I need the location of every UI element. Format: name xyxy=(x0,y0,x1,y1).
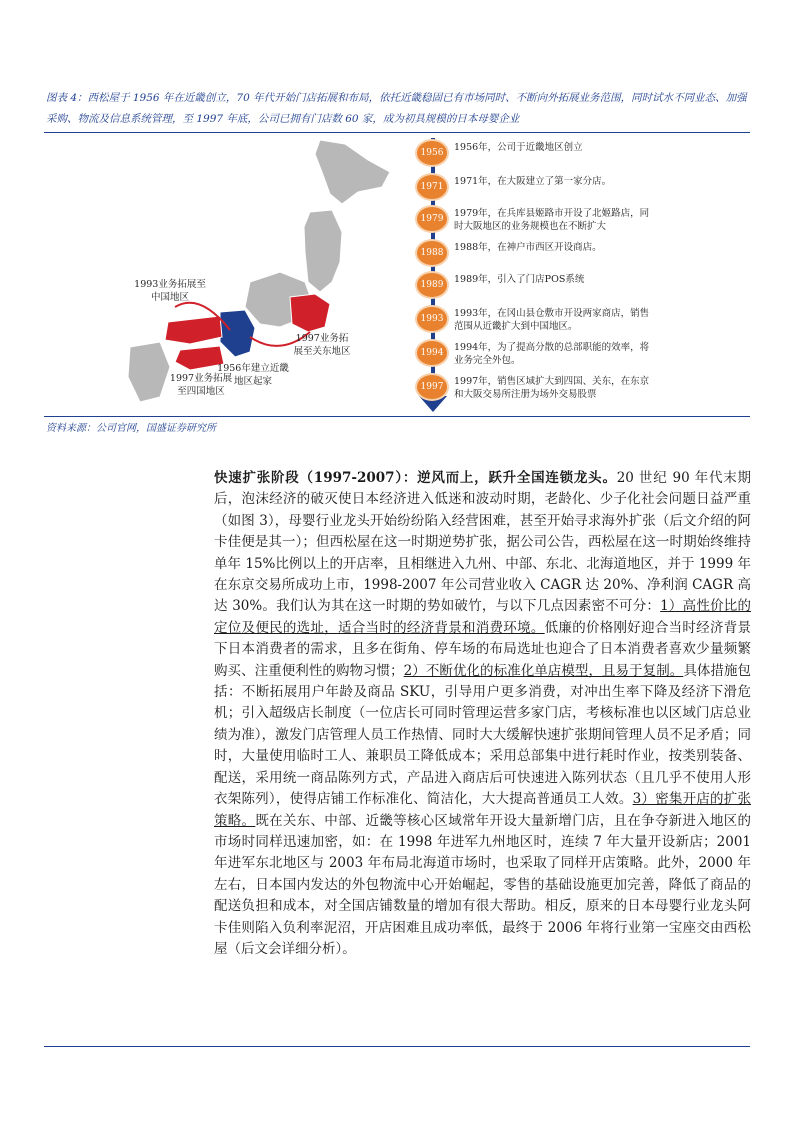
region-tohoku xyxy=(304,210,342,292)
map-label-1997-kanto: 1997业务拓展至关东地区 xyxy=(293,333,351,357)
timeline-item xyxy=(412,270,752,300)
figure-source: 资料来源：公司官网，国盛证券研究所 xyxy=(46,423,216,434)
body-text-1: 20 世纪 90 年代末期后，泡沫经济的破灭使日本经济进入低迷和波动时期，老龄化、少子化社会问题日益严重（如图 3），母婴行业龙头开始纷纷陷入经营困难，甚至开始寻求海外扩张（后文介绍的阿卡佳便是其一）；但西松屋在这一时期逆势扩张，据公司公告，西松屋在这一时期始终维持单年 15%比例以上的开店率，且相继进入九州、中部、东北、北海道地区，并于 1999 年在东京交易所成功上市，1998-2007 年公司营业收入 CAGR 达 20%、净利润 CAGR 高达 30%。我们认为其在这一时期的势如破竹，与以下几点因素密不可分： xyxy=(214,470,751,615)
timeline-year: 1956 xyxy=(417,141,447,165)
timeline-text: 1956年，公司于近畿地区创立 xyxy=(454,142,583,153)
body-text-4: 既在关东、中部、近畿等核心区域常年开设大量新增门店，且在争夺新进入地区的市场时同样迅速加密，如：在 1998 年进军九州地区时，连续 7 年大量开设新店；2001 年进军东北地区与 2003 年布局北海道市场时，也采取了同样开店策略。此外，2000 年左右，日本国内发达的外包物流中心开始崛起，零售的基础设施更加完善，降低了商品的配送负担和成本，对全国店铺数量的增加有很大帮助。相反，原来的日本母婴行业龙头阿卡佳则陷入负利率泥沼，开店困难且成功率低，最终于 2006 年将行业第一宝座交由西松屋（后文会详细分析）。 xyxy=(214,812,752,957)
timeline-item xyxy=(412,338,752,368)
timeline-text: 1979年，在兵库县姬路市开设了北姬路店，同时大阪地区的业务规模也在不断扩大 xyxy=(454,208,650,232)
timeline-text: 1988年，在神户市西区开设商店。 xyxy=(454,242,602,253)
timeline-text: 1997年，销售区域扩大到四国、关东，在东京和大阪交易所注册为场外交易股票 xyxy=(454,376,650,400)
timeline-item xyxy=(412,372,752,402)
timeline-year: 1993 xyxy=(417,307,447,331)
timeline-year: 1997 xyxy=(417,375,447,399)
timeline-year: 1979 xyxy=(417,207,447,231)
region-kanto xyxy=(290,294,330,332)
timeline-item xyxy=(412,304,752,334)
map-label-1997-shikoku: 1997业务拓展至四国地区 xyxy=(169,373,233,397)
timeline-text: 1993年，在冈山县仓敷市开设两家商店，销售范围从近畿扩大到中国地区。 xyxy=(454,308,650,332)
timeline-item xyxy=(412,138,752,168)
timeline-year: 1988 xyxy=(417,241,447,265)
timeline-text: 1971年，在大阪建立了第一家分店。 xyxy=(454,176,612,187)
timeline-item xyxy=(412,238,752,268)
body-point-3: 3）密集开店的扩张策略。 xyxy=(214,791,752,829)
body-point-1: 1）高性价比的定位及便民的选址，适合当时的经济背景和消费环境。 xyxy=(214,598,751,636)
timeline-item xyxy=(412,204,752,234)
region-kyushu xyxy=(128,342,170,402)
timeline-year: 1971 xyxy=(417,175,447,199)
timeline-year: 1989 xyxy=(417,273,447,297)
body-point-2: 2）不断优化的标准化单店模型，且易于复制。 xyxy=(403,662,684,679)
map-label-1993: 1993业务拓展至中国地区 xyxy=(134,279,206,303)
region-kinki xyxy=(220,310,255,357)
footer-rule xyxy=(44,1046,750,1047)
body-lead: 快速扩张阶段（1997-2007）：逆风而上，跃升全国连锁龙头。 xyxy=(214,470,617,486)
timeline-text: 1989年，引入了门店POS系统 xyxy=(454,274,585,285)
body-text-3: 具体措施包括：不断拓展用户年龄及商品 SKU，引导用户更多消费，对冲出生率下降及经济下滑危机；引入超级店长制度（一位店长可同时管理运营多家门店，考核标准也以区域门店总业绩为准），激发门店管理人员工作热情、同时大大缓解快速扩张期间管理人员不足矛盾；同时，大量使用临时工人、兼职员工降低成本；采用总部集中进行耗时作业，按类别装备、配送，采用统一商品陈列方式，产品进入商店后可快速进入陈列状态（且几乎不使用人形衣架陈列），使得店铺工作标准化、简洁化，大大提高普通员工人效。 xyxy=(214,662,752,808)
body-text-2: 低廉的价格刚好迎合当时经济背景下日本消费者的需求，且多在街角、停车场的布局选址也迎合了日本消费者喜欢少量频繁购买、注重便利性的购物习惯； xyxy=(214,619,752,679)
map-label-1956: 1956年建立近畿地区起家 xyxy=(217,363,289,387)
region-chugoku xyxy=(165,316,222,344)
japan-map xyxy=(120,132,405,417)
timeline-year: 1994 xyxy=(417,341,447,365)
body-paragraph xyxy=(214,468,751,960)
region-hokkaido xyxy=(315,140,390,204)
timeline xyxy=(412,132,752,414)
timeline-text: 1994年，为了提高分散的总部职能的效率，将业务完全外包。 xyxy=(454,342,650,366)
timeline-item xyxy=(412,172,752,202)
figure-caption: 图表 4：西松屋于 1956 年在近畿创立，70 年代开始门店拓展和布局，依托近畿稳固已有市场同时、不断向外拓展业务范围，同时试水不同业态、加强采购、物流及信息系统管理，至 1997 年底，公司已拥有门店数 60 家，成为初具规模的日本母婴企业 xyxy=(46,92,747,125)
source-rule xyxy=(44,416,750,417)
